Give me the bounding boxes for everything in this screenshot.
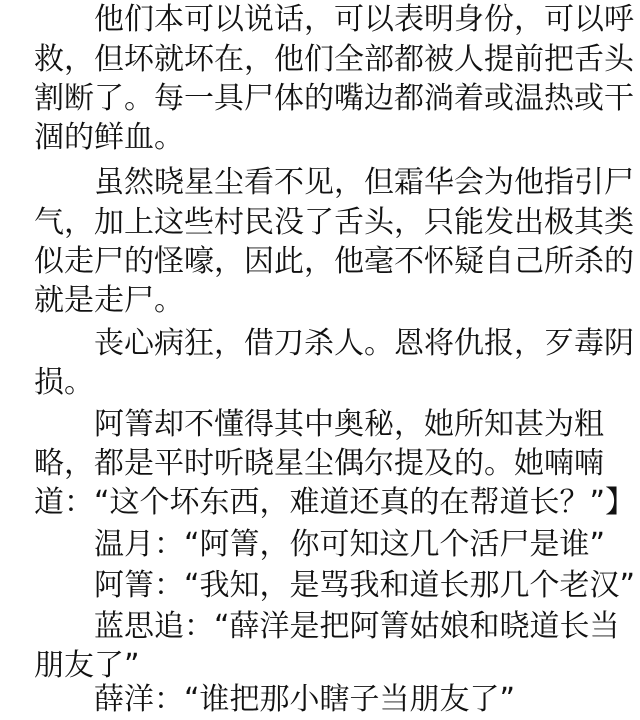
text-line: 蓝思追：“薛洋是把阿箐姑娘和晓道长当 [94,609,620,644]
text-line: 气，加上这些村民没了舌头，只能发出极其类 [34,205,634,240]
text-line: 他们本可以说话，可以表明身份，可以呼 [94,2,634,37]
text-line: 略，都是平时听晓星尘偶尔提及的。她喃喃 [34,446,604,481]
text-line: 虽然晓星尘看不见，但霜华会为他指引尸 [94,165,634,200]
text-line: 涸的鲜血。 [34,120,184,155]
text-line: 朋友了” [34,648,140,683]
text-line: 就是走尸。 [34,283,184,318]
text-line: 救，但坏就坏在，他们全部都被人提前把舌头 [34,42,634,77]
text-line: 损。 [34,365,94,400]
text-line: 道：“这个坏东西，难道还真的在帮道长？”】 [34,485,636,520]
text-line: 割断了。每一具尸体的嘴边都淌着或温热或干 [34,81,634,116]
text-line: 阿箐：“我知，是骂我和道长那几个老汉” [94,568,636,603]
text-line: 似走尸的怪嚎，因此，他毫不怀疑自己所杀的 [34,244,634,279]
text-line: 温月：“阿箐，你可知这几个活尸是谁” [94,527,606,562]
text-line: 丧心病狂，借刀杀人。恩将仇报，歹毒阴 [94,326,634,361]
text-line: 阿箐却不懂得其中奥秘，她所知甚为粗 [94,407,604,442]
text-line: 薛洋：“谁把那小瞎子当朋友了” [94,682,516,717]
